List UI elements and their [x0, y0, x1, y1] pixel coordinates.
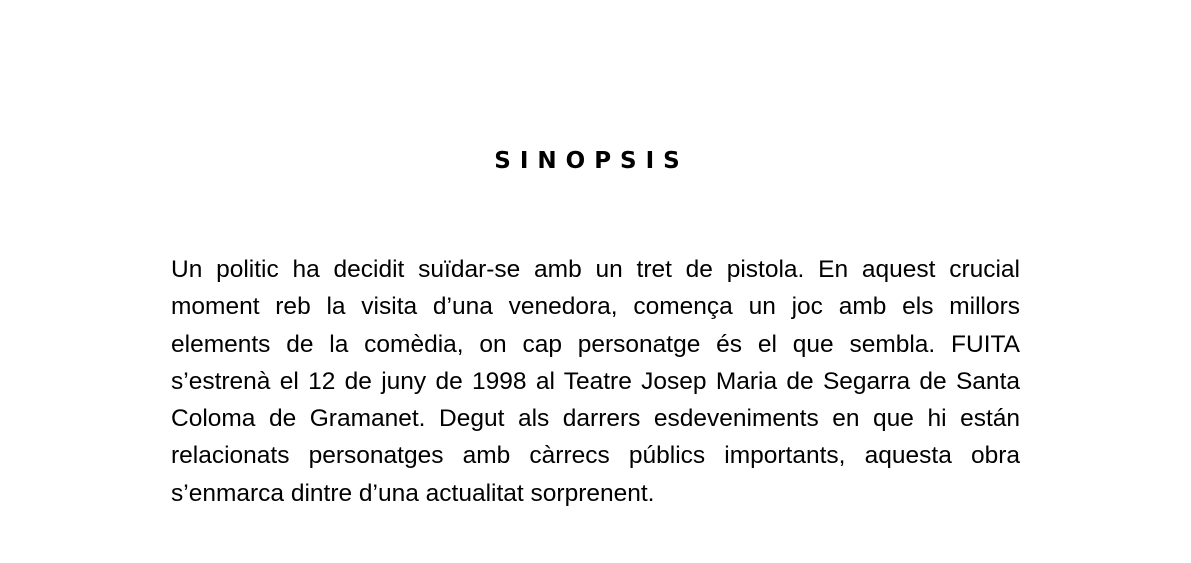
page-title: SINOPSIS — [494, 148, 689, 174]
synopsis-paragraph: Un politic ha decidit suïdar-se amb un tret de pistola. En aquest crucial moment reb la visita d’una venedora, comença un joc amb els millors elements de la comèdia, on cap personatge és el que sembla. FUITA s’estrenà el 12 de juny de 1998 al Teatre Josep Maria de Segarra de Santa Coloma de Gramanet. Degut als darrers esdeveniments en que hi están relacionats personatges amb càrrecs públics importants, aquesta obra s’enmarca dintre d’una actualitat sorprenent. — [171, 256, 1020, 507]
